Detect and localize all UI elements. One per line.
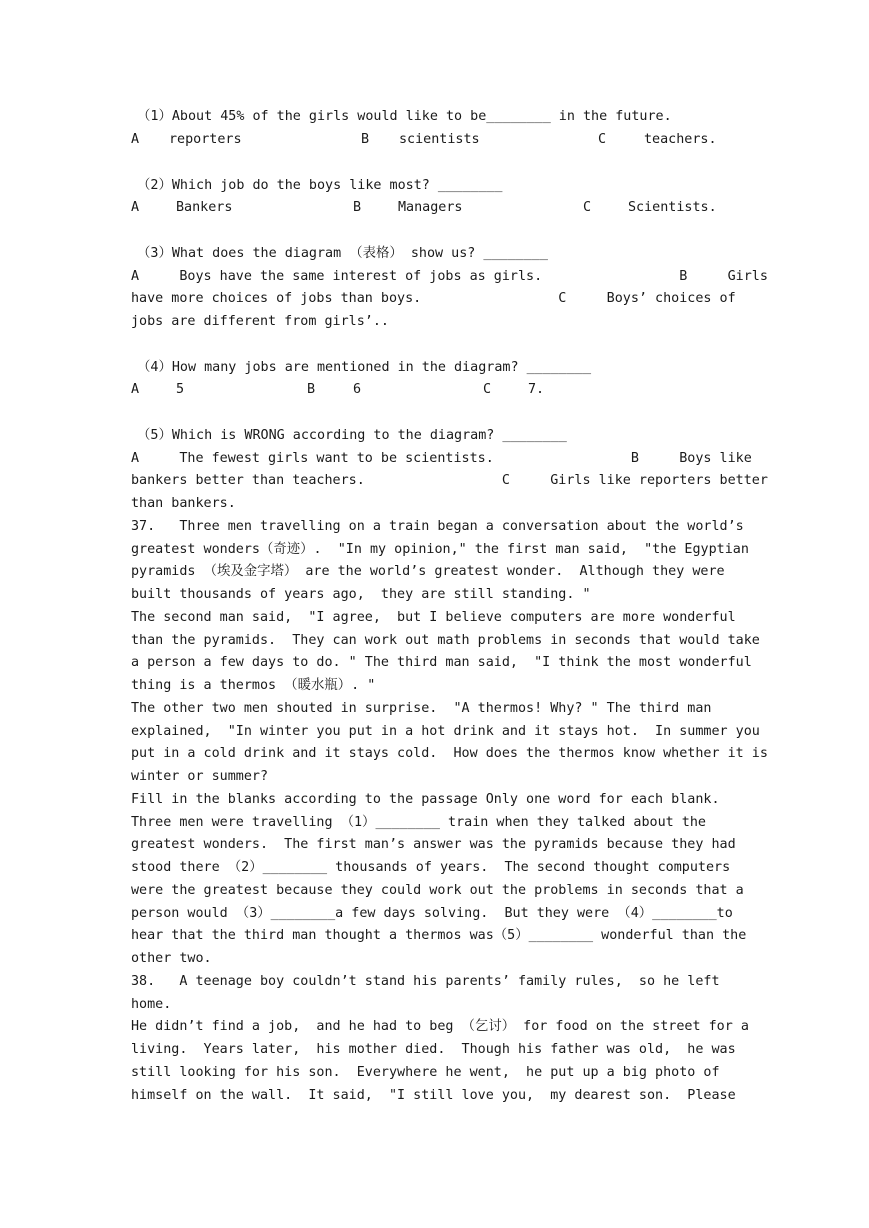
passage-38-line: living. Years later, his mother died. Though his father was old, he was [131, 1042, 736, 1057]
question-4-option-b-text: 6 [353, 382, 362, 397]
passage-38-line: himself on the wall. It said, "I still love you, my dearest son. Please [131, 1088, 736, 1103]
question-1-option-b-text: scientists [399, 132, 480, 147]
question-2-option-c-text: Scientists. [628, 200, 717, 215]
passage-37-line: hear that the third man thought a thermos was（5）________ wonderful than the [131, 928, 747, 943]
question-2-stem: （2）Which job do the boys like most? ________ [137, 178, 503, 193]
passage-37-line: thing is a thermos （暖水瓶）. " [131, 678, 376, 693]
question-1-option-a-text: reporters [169, 132, 242, 147]
question-5-options-line: bankers better than teachers. C Girls like reporters better [131, 473, 768, 488]
passage-37-line: pyramids （埃及金字塔） are the world’s greatest wonder. Although they were [131, 564, 725, 579]
passage-37-line: stood there （2）________ thousands of years. The second thought computers [131, 860, 731, 875]
question-4-option-c-text: 7. [528, 382, 545, 397]
passage-38-line: still looking for his son. Everywhere he went, he put up a big photo of [131, 1065, 720, 1080]
passage-37-line: 37. Three men travelling on a train began a conversation about the world’s [131, 519, 744, 534]
question-2-option-b-text: Managers [398, 200, 463, 215]
question-4-option-b-letter: B [307, 382, 316, 397]
passage-37-line: than the pyramids. They can work out math problems in seconds that would take [131, 633, 760, 648]
question-1-option-c-letter: C [598, 132, 607, 147]
question-3-options-line: A Boys have the same interest of jobs as girls. B Girls [131, 269, 768, 284]
question-2-option-a-letter: A [131, 200, 140, 215]
question-1-option-c-text: teachers. [644, 132, 717, 147]
question-3-options-line: have more choices of jobs than boys. C Boys’ choices of [131, 291, 736, 306]
passage-37-line: other two. [131, 951, 212, 966]
passage-37-line: built thousands of years ago, they are still standing. " [131, 587, 591, 602]
passage-37-line: Three men were travelling （1）________ train when they talked about the [131, 815, 706, 830]
passage-37-line: The second man said, "I agree, but I believe computers are more wonderful [131, 610, 736, 625]
question-4-option-a-letter: A [131, 382, 140, 397]
question-5-options-line: A The fewest girls want to be scientists. B Boys like [131, 451, 752, 466]
passage-37-line: a person a few days to do. " The third man said, "I think the most wonderful [131, 655, 752, 670]
passage-38-line: He didn’t find a job, and he had to beg （乞讨） for food on the street for a [131, 1019, 749, 1034]
passage-37-line: put in a cold drink and it stays cold. How does the thermos know whether it is [131, 746, 768, 761]
passage-37-line: explained, "In winter you put in a hot drink and it stays hot. In summer you [131, 724, 760, 739]
question-3-options-line: jobs are different from girls’.. [131, 314, 389, 329]
passage-37-line: greatest wonders（奇迹）. "In my opinion," the first man said, "the Egyptian [131, 542, 749, 557]
question-1-option-b-letter: B [361, 132, 370, 147]
question-2-option-c-letter: C [583, 200, 592, 215]
passage-37-line: greatest wonders. The first man’s answer was the pyramids because they had [131, 837, 736, 852]
passage-37-line: winter or summer? [131, 769, 269, 784]
question-3-stem: （3）What does the diagram （表格） show us? ________ [137, 246, 548, 261]
question-1-stem: （1）About 45% of the girls would like to be________ in the future. [137, 109, 672, 124]
passage-37-line: The other two men shouted in surprise. "A thermos! Why? " The third man [131, 701, 712, 716]
passage-37-line: person would （3）________a few days solving. But they were （4）________to [131, 906, 733, 921]
passage-38-line: 38. A teenage boy couldn’t stand his parents’ family rules, so he left [131, 974, 720, 989]
passage-37-line: were the greatest because they could work out the problems in seconds that a [131, 883, 744, 898]
question-2-option-a-text: Bankers [176, 200, 233, 215]
question-5-stem: （5）Which is WRONG according to the diagram? ________ [137, 428, 567, 443]
question-4-option-c-letter: C [483, 382, 492, 397]
question-5-options-line: than bankers. [131, 496, 236, 511]
question-1-option-a-letter: A [131, 132, 140, 147]
question-4-option-a-text: 5 [176, 382, 185, 397]
question-4-stem: （4）How many jobs are mentioned in the diagram? ________ [137, 360, 592, 375]
passage-37-instructions: Fill in the blanks according to the passage Only one word for each blank. [131, 792, 720, 807]
passage-38-line: home. [131, 997, 172, 1012]
question-2-option-b-letter: B [353, 200, 362, 215]
